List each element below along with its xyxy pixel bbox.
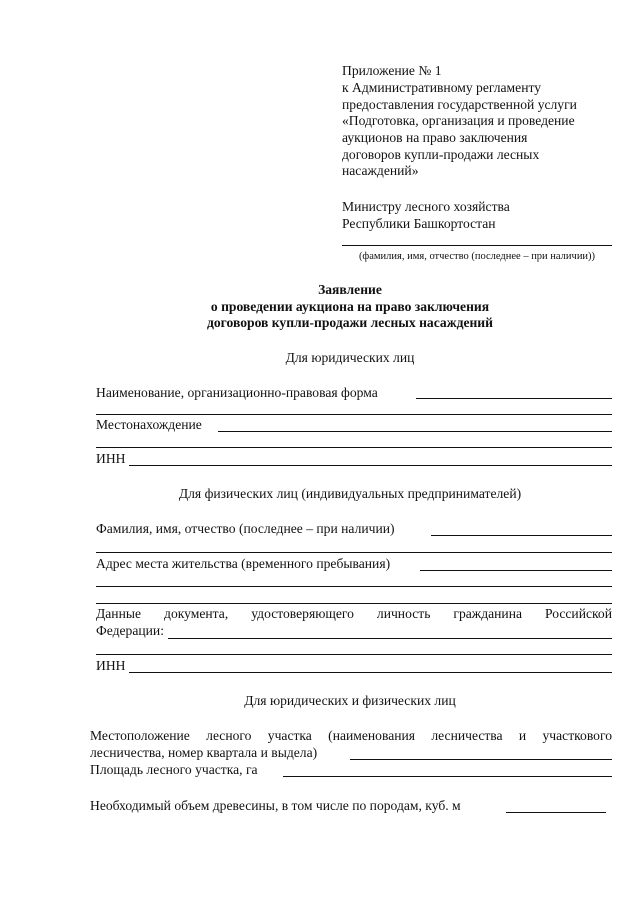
legal-name-field[interactable] [416, 398, 612, 399]
title-line-2: о проведении аукциона на право заключения [210, 299, 490, 314]
appendix-line: договоров купли-продажи лесных [342, 147, 540, 162]
appendix-line: аукционов на право заключения [342, 130, 528, 145]
legal-name-label: Наименование, организационно-правовая форма [96, 385, 378, 400]
title-line-1: Заявление [318, 282, 382, 297]
individual-doc-field-line-2[interactable] [96, 654, 612, 655]
individual-address-field-line-3[interactable] [96, 603, 612, 604]
addressee-line: Министру лесного хозяйства [342, 199, 510, 214]
legal-inn-label: ИНН [96, 451, 126, 466]
individual-fio-field[interactable] [431, 535, 612, 536]
individual-doc-field[interactable] [168, 638, 612, 639]
wood-volume-label: Необходимый объем древесины, в том числе по породам, куб. м [90, 798, 461, 813]
plot-location-field[interactable] [350, 759, 612, 760]
legal-name-field-line-2[interactable] [96, 414, 612, 415]
appendix-line: предоставления государственной услуги [342, 97, 577, 112]
individual-address-field-line-2[interactable] [96, 586, 612, 587]
individual-inn-label: ИНН [96, 658, 126, 673]
plot-area-field[interactable] [283, 776, 612, 777]
addressee-name-field[interactable] [342, 245, 612, 246]
legal-heading: Для юридических лиц [285, 350, 415, 365]
plot-area-label: Площадь лесного участка, га [90, 762, 258, 777]
appendix-line: «Подготовка, организация и проведение [342, 113, 575, 128]
individual-doc-label-line-2: Федерации: [96, 623, 164, 638]
appendix-line: насаждений» [342, 163, 419, 178]
appendix-line: Приложение № 1 [342, 63, 442, 78]
addressee-line: Республики Башкортостан [342, 216, 496, 231]
legal-location-field[interactable] [218, 431, 612, 432]
plot-location-label-line-2: лесничества, номер квартала и выдела) [90, 745, 318, 760]
individual-inn-field[interactable] [129, 672, 612, 673]
appendix-line: к Административному регламенту [342, 80, 542, 95]
individual-heading: Для физических лиц (индивидуальных предпринимателей) [178, 486, 522, 501]
individual-fio-field-line-2[interactable] [96, 552, 612, 553]
title-line-3: договоров купли-продажи лесных насаждений [207, 315, 493, 330]
plot-location-label-line-1: Местоположение лесного участка (наименования лесничества и участкового [90, 728, 612, 743]
legal-location-label: Местонахождение [96, 417, 202, 432]
legal-location-field-line-2[interactable] [96, 447, 612, 448]
both-heading: Для юридических и физических лиц [244, 693, 456, 708]
wood-volume-field[interactable] [506, 812, 606, 813]
individual-fio-label: Фамилия, имя, отчество (последнее – при наличии) [96, 521, 395, 536]
addressee-caption: (фамилия, имя, отчество (последнее – при наличии)) [358, 251, 596, 262]
individual-doc-label-line-1: Данные документа, удостоверяющего личность гражданина Российской [96, 606, 612, 621]
individual-address-label: Адрес места жительства (временного пребывания) [96, 556, 391, 571]
legal-inn-field[interactable] [129, 465, 612, 466]
individual-address-field[interactable] [420, 570, 612, 571]
